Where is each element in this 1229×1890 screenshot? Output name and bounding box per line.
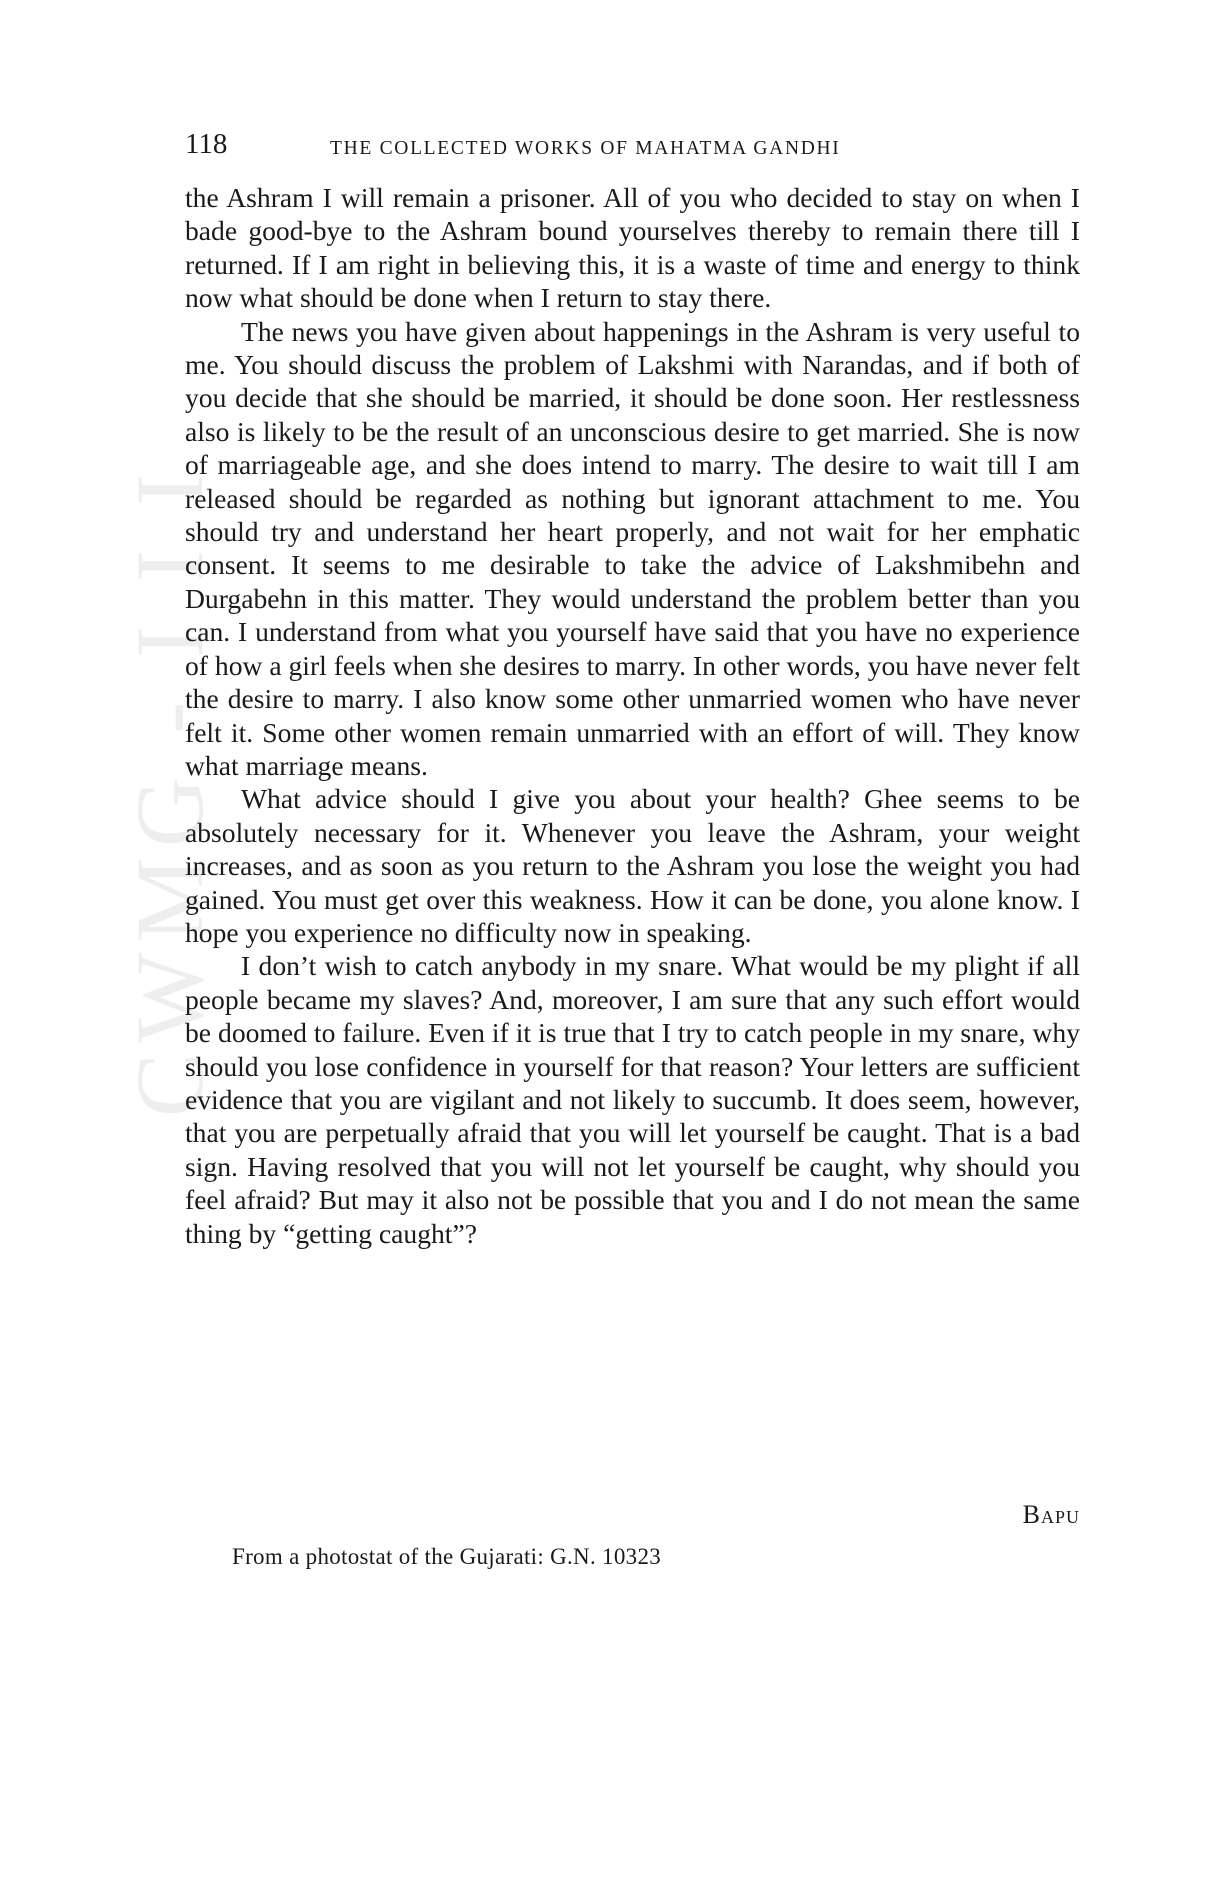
paragraph-4: I don’t wish to catch anybody in my snare. What would be my plight if all people became my slaves? And, moreover, I am sure that any such effort would be doomed to failure. Even if it is true that I try to catch people in my snare, why should you lose confidence in yourself for that reason? Your letters are sufficient evidence that you are vigilant and not likely to succumb. It does seem, however, that you are perpetually afraid that you will let yourself be caught. That is a bad sign. Having resolved that you will not let yourself be caught, why should you feel afraid? But may it also not be possible that you and I do not mean the same thing by “getting caught”?: [185, 950, 1080, 1249]
source-note: From a photostat of the Gujarati: G.N. 10323: [232, 1544, 662, 1569]
watermark-text: CWMG - I I I: [116, 463, 224, 1117]
page-number: 118: [185, 128, 228, 160]
signature: Bapu: [1022, 1500, 1080, 1529]
paragraph-2: The news you have given about happenings in the Ashram is very useful to me. You should discuss the problem of Lakshmi with Narandas, and if both of you decide that she should be married, it should be done soon. Her restlessness also is likely to be the result of an unconscious desire to get married. She is now of marriageable age, and she does intend to marry. The desire to wait till I am released should be regarded as nothing but ignorant attachment to me. You should try and understand her heart properly, and not wait for her emphatic consent. It seems to me desirable to take the advice of Lakshmibehn and Durgabehn in this matter. They would understand the problem better than you can. I understand from what you yourself have said that you have no experience of how a girl feels when she desires to marry. In other words, you have never felt the desire to marry. I also know some other unmarried women who have never felt it. Some other women remain unmarried with an effort of will. They know what marriage means.: [185, 315, 1080, 781]
paragraph-3: What advice should I give you about your health? Ghee seems to be absolutely necessary for it. Whenever you leave the Ashram, your weight increases, and as soon as you return to the Ashram you lose the weight you had gained. You must get over this weakness. How it can be done, you alone know. I hope you experience no difficulty now in speaking.: [185, 783, 1080, 948]
letter-body: [185, 181, 1080, 1250]
running-title: THE COLLECTED WORKS OF MAHATMA GANDHI: [330, 138, 841, 159]
page-header: [185, 128, 1080, 168]
paragraph-1: the Ashram I will remain a prisoner. All of you who decided to stay on when I bade good-bye to the Ashram bound yourselves thereby to remain there till I returned. If I am right in believing this, it is a waste of time and energy to think now what should be done when I return to stay there.: [185, 182, 1080, 314]
